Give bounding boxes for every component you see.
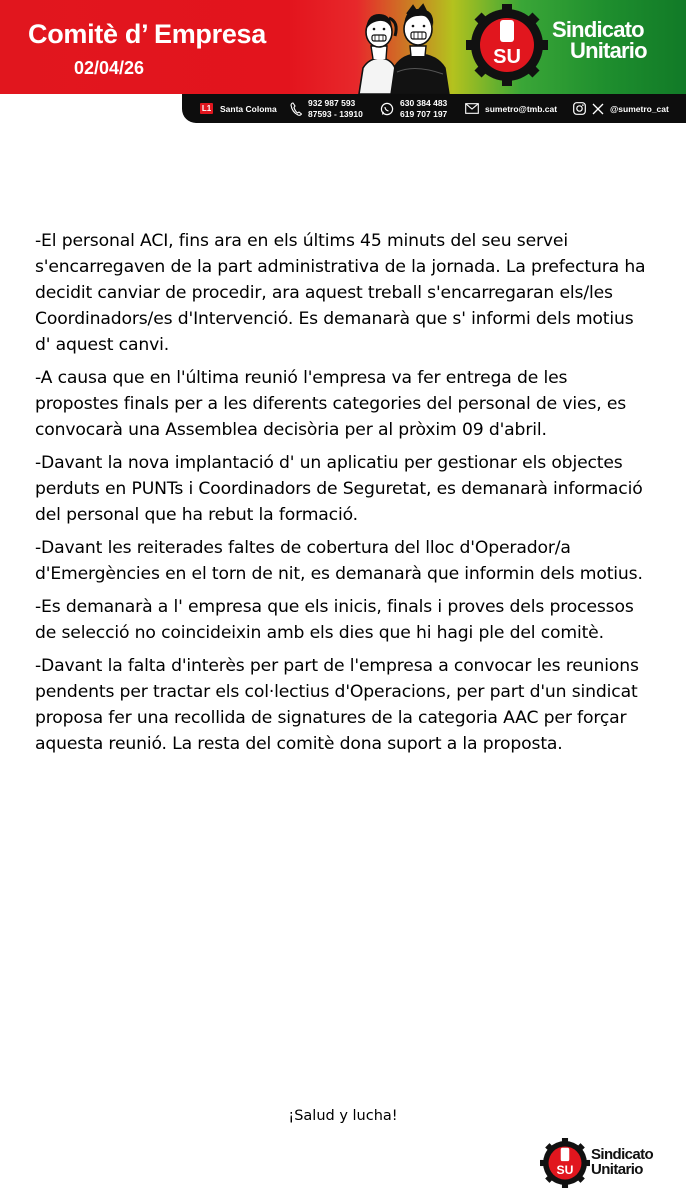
footer-brand-line-2: Unitario	[591, 1161, 643, 1178]
social-contact[interactable]	[573, 94, 669, 123]
svg-text:SU: SU	[556, 1162, 574, 1177]
whatsapp-number-2: 619 707 197	[400, 108, 448, 119]
whatsapp-number-1: 630 384 483	[400, 97, 448, 108]
whatsapp-contact[interactable]	[380, 94, 447, 123]
page-title: Comitè d’ Empresa	[28, 19, 266, 49]
paragraph: -Davant la nova implantació d' un aplicatiu per gestionar els objectes perduts en PUNTs i Coordinadors de Seguretat, es demanarà informació del personal que ha rebut la formació.	[35, 453, 643, 525]
mail-icon	[465, 103, 479, 114]
brand-name	[552, 19, 647, 61]
phone-extension: 87593 - 13910	[308, 108, 363, 119]
paragraph: -El personal ACI, fins ara en els últims 45 minuts del seu servei s'encarregaven de la part administrativa de la jornada. La prefectura ha decidit canviar de procedir, ara aquest treball s'encarregaran els/les Coordinadors/es d'Intervenció. Es demanarà que s' informi dels motius d' aquest canvi.	[35, 231, 646, 355]
contact-bar	[182, 94, 686, 123]
social-handle: @sumetro_cat	[610, 103, 669, 114]
phone-number: 932 987 593	[308, 97, 356, 108]
station-name: Santa Coloma	[220, 103, 277, 114]
footer-brand-name	[591, 1147, 653, 1177]
phone-icon	[290, 102, 302, 116]
paragraph: -A causa que en l'última reunió l'empresa va fer entrega de les propostes finals per a les diferents categories del personal de vies, es convocarà una Assemblea decisòria per al pròxim 09 d'abril.	[35, 368, 627, 440]
paragraph: -Davant les reiterades faltes de cobertura del lloc d'Operador/a d'Emergències en el torn de nit, es demanarà que informin dels motius.	[35, 538, 643, 584]
brand-line-2: Unitario	[570, 38, 647, 63]
paragraph: -Es demanarà a l' empresa que els inicis, finals i proves dels processos de selecció no coincideixin amb els dies que hi hagi ple del comitè.	[35, 597, 634, 643]
email-contact[interactable]	[465, 94, 557, 123]
minutes-content	[35, 228, 651, 764]
document-date: 02/04/26	[74, 58, 145, 78]
phone-contact[interactable]	[290, 94, 363, 123]
svg-text:SU: SU	[493, 46, 521, 68]
whatsapp-icon	[380, 102, 394, 116]
su-logo-icon	[466, 4, 548, 86]
x-icon	[592, 103, 604, 115]
line-badge: L1	[201, 104, 212, 113]
mascots-illustration	[355, 2, 455, 94]
footer-su-logo-icon	[540, 1138, 590, 1188]
station-location	[200, 94, 277, 123]
footer-brand-line-1: Sindicato	[591, 1146, 654, 1163]
instagram-icon	[573, 102, 586, 115]
brand-line-1: Sindicato	[552, 17, 644, 42]
paragraph: -Davant la falta d'interès per part de l'empresa a convocar les reunions pendents per tractar els col·lectius d'Operacions, per part d'un sindicat proposa fer una recollida de signatures de la categoria AAC per forçar aquesta reunió. La resta del comitè dona suport a la proposta.	[35, 656, 639, 754]
closing-salutation: ¡Salud y lucha!	[288, 1108, 398, 1124]
email-address: sumetro@tmb.cat	[485, 103, 558, 114]
header-banner	[0, 0, 686, 94]
